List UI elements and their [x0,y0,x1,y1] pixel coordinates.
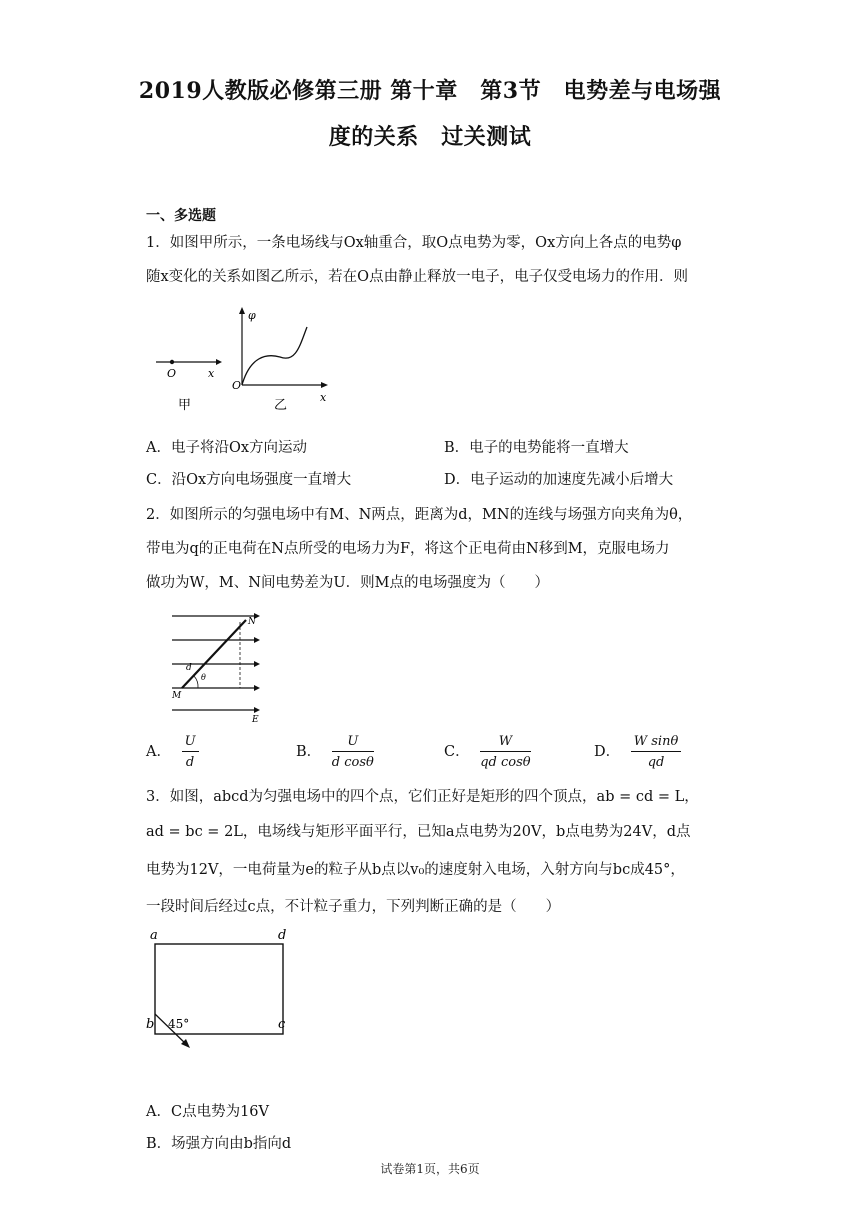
q1-yi-O-label: O [232,379,242,392]
q2-M-label: M [172,691,182,701]
q1-yi-y-arrow [239,307,245,314]
q1-option-a[interactable]: A．电子将沿Ox方向运动 [146,440,308,456]
q2-option-b-numerator: U [332,734,374,752]
q2-text-line-1: 2．如图所示的匀强电场中有M、N两点，距离为d，MN的连线与场强方向夹角为θ， [146,507,693,523]
q3-a-label: a [150,928,158,943]
q3-option-a[interactable]: A．C点电势为16V [146,1104,269,1120]
q2-field-arrow-3 [254,661,260,667]
q2-N-label: N [248,617,256,627]
q2-option-b-fraction [332,734,374,770]
q2-mn-line [182,620,246,688]
q2-option-a[interactable] [146,734,199,770]
q2-E-label: E [252,715,259,724]
q2-option-c-fraction [480,734,530,770]
q2-figure [168,606,268,724]
q1-jia-label: 甲 [178,398,192,413]
q1-yi-x-arrow [321,382,328,388]
q1-jia-origin-dot [170,360,174,364]
q1-yi-phi-label: φ [248,309,256,322]
q1-option-d[interactable]: D．电子运动的加速度先减小后增大 [444,472,674,488]
q3-b-label: b [146,1017,155,1032]
q1-jia-x-label: x [208,367,215,380]
q2-field-arrow-5 [254,707,260,713]
q2-option-d-fraction [631,734,682,770]
q2-option-a-numerator: U [182,734,199,752]
q2-option-b-denominator: d cosθ [331,755,374,770]
q3-text-line-4: 一段时间后经过c点，不计粒子重力，下列判断正确的是（ ） [146,899,561,915]
q2-option-c-denominator: qd cosθ [480,755,531,770]
page-title-line-2: 度的关系 过关测试 [328,124,532,150]
q1-option-b[interactable]: B．电子的电势能将一直增大 [444,440,629,456]
q2-option-a-denominator: d [185,755,195,770]
q1-phi-curve [242,327,307,385]
page-title-line-1: 2019人教版必修第三册 第十章 第3节 电势差与电场强 [138,78,722,104]
q3-text-line-2: ad = bc = 2L，电场线与矩形平面平行，已知a点电势为20V，b点电势为24V，d点 [146,824,691,840]
q2-option-a-label: A． [146,744,171,760]
q2-theta-label: θ [201,673,206,682]
q1-yi-x-label: x [320,391,327,404]
q3-text-line-1: 3．如图，abcd为匀强电场中的四个点，它们正好是矩形的四个顶点，ab = cd = L， [146,789,699,805]
q1-text-line-1: 1．如图甲所示，一条电场线与Ox轴重合，取O点电势为零，Ox方向上各点的电势φ [146,235,682,251]
q2-option-d-denominator: qd [647,755,665,770]
q1-figure [150,305,340,415]
q1-text-line-2: 随x变化的关系如图乙所示，若在O点由静止释放一电子，电子仅受电场力的作用．则 [146,269,689,285]
q2-option-c[interactable] [444,734,531,770]
q1-jia-O-label: O [167,367,177,380]
q3-angle-label: 45° [168,1017,190,1031]
q2-option-c-label: C． [444,744,470,760]
q2-option-a-fraction [182,734,199,770]
section-heading: 一、多选题 [146,208,216,224]
q2-angle-arc [194,676,198,688]
q3-c-label: c [278,1017,286,1032]
q2-d-label: d [186,663,192,673]
q3-text-line-3: 电势为12V，一电荷量为e的粒子从b点以v₀的速度射入电场，入射方向与bc成45°， [146,862,685,878]
q3-figure [144,924,304,1056]
q1-jia-axis-arrow [216,359,222,365]
q2-option-b-label: B． [296,744,322,760]
q2-option-b[interactable] [296,734,374,770]
q2-field-arrow-2 [254,637,260,643]
q2-option-d-label: D． [594,744,621,760]
q2-field-arrow-4 [254,685,260,691]
q2-text-line-2: 带电为q的正电荷在N点所受的电场力为F，将这个正电荷由N移到M，克服电场力 [146,541,670,557]
q3-option-b[interactable]: B．场强方向由b指向d [146,1136,292,1152]
q2-option-c-numerator: W [480,734,530,752]
q2-option-d-numerator: W sinθ [631,734,682,752]
q1-option-c[interactable]: C．沿Ox方向电场强度一直增大 [146,472,352,488]
q1-yi-label: 乙 [274,398,288,413]
page-footer: 试卷第1页，共6页 [380,1162,480,1176]
q2-text-line-3: 做功为W，M、N间电势差为U．则M点的电场强度为（ ） [146,575,550,591]
q2-option-d[interactable] [594,734,681,770]
q3-d-label: d [278,928,287,943]
